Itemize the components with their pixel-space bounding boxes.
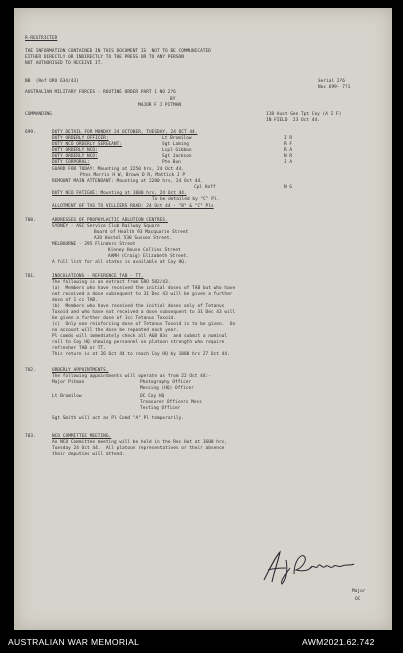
address-line: Board of Health 93 Macquarie Street <box>94 230 189 235</box>
paragraph-line: Toxoid and who have not received a dose subsequent to 31 Dec 43 will <box>52 310 236 315</box>
commander-name: MAJOR F J PITMAN <box>138 103 182 108</box>
paragraph-line: roll to Coy HQ showing personnel on platoon strength who require <box>52 340 225 345</box>
commanding-label: COMMANDING <box>25 112 52 117</box>
duty-initials: I R <box>284 136 293 141</box>
paragraph-line: not received a dose subsequent to 31 Dec 43 will be given a further <box>52 292 233 297</box>
warning-line-1: THE INFORMATION CONTAINED IN THIS DOCUMENT IS NOT TO BE COMMUNICATED <box>25 49 211 54</box>
appointee-name: Major Pitman <box>52 380 85 385</box>
section-heading-699: DUTY DETAIL FOR MONDAY 24 OCTOBER, TUESDAY, 24 OCT 44. <box>52 130 198 135</box>
signatory-role: OC <box>355 597 361 602</box>
duty-role: DUTY ORDERLY NCO: <box>52 148 98 153</box>
classification-label: R-RESTRICTED <box>25 36 58 41</box>
paragraph-line: Tuesday 24 Oct 44. All platoon representatives or their absence <box>52 446 225 451</box>
paragraph-line: Pl comds will immediately check all A&B 83s and submit a nominal <box>52 334 228 339</box>
duty-initials: R A <box>284 148 293 153</box>
fatigue-line: DUTY NCO FATIGUE: Mounting at 1000 hrs, 24 Oct 44. <box>52 191 187 196</box>
duty-role: DUTY NCO ORDERLY SERGEANT: <box>52 142 123 147</box>
order-title: AUSTRALIAN MILITARY FORCES - ROUTINE ORDER PART 1 NO 2?6 <box>25 90 176 95</box>
duty-initials: R F <box>284 142 293 147</box>
acting-note: Sgt Smith will act as Pl Comd "A" Pl temporarily. <box>52 416 184 421</box>
archive-credit: AUSTRALIAN WAR MEMORIAL <box>8 637 140 647</box>
duty-name: Pte Bun <box>162 160 181 165</box>
appointment-role: Messing (HQ) Officer <box>140 386 194 391</box>
paragraph-line: no account will the dose be repeated each year. <box>52 328 179 333</box>
signatory-rank: Major <box>352 589 366 594</box>
address-line: AJO Hostel 530 Sussex Street. <box>94 236 173 241</box>
reference-number: NB (Ref ORO 634/43) <box>25 79 79 84</box>
duty-role: DUTY ORDERLY NCO: <box>52 154 98 159</box>
paragraph-line: be given a further dose of 1cc Tetanus Toxoid. <box>52 316 176 321</box>
archive-reference: AWM2021.62.742 <box>302 637 375 647</box>
paragraph-line: dose of 1 cc TAB. <box>52 298 98 303</box>
remount-initials: N G <box>284 185 293 190</box>
address-line: Kinney House Collins Street <box>108 248 181 253</box>
paragraph-line: refresher TAB or TT. <box>52 346 106 351</box>
section-number-701: 701. <box>25 274 36 279</box>
duty-role: DUTY CORPORAL: <box>52 160 90 165</box>
appointment-role: OC Coy HQ <box>140 394 165 399</box>
allotment-line: ALLOTMENT OF TAS TO VILLIERS ROAD: 24 Oct 44 - "B" & "C" Pls <box>52 204 214 209</box>
appointee-name: Lt Bromilow <box>52 394 82 399</box>
warning-line-3: NOT AUTHORISED TO RECEIVE IT. <box>25 61 104 66</box>
paragraph-line: (a) Members who have received the initial doses of TAB but who have <box>52 286 236 291</box>
duty-initials: N R <box>284 154 293 159</box>
appointments-intro: The following appointments will operate as from 22 Oct 44:- <box>52 374 211 379</box>
section-heading-700: ADDRESSES OF PROPHYLACTIC ABLUTION CENTRES. <box>52 218 168 223</box>
duty-initials: J A <box>284 160 293 165</box>
paragraph-line: This return is at 26 Oct 44 to reach Coy HQ by 1000 hrs 27 Oct 44. <box>52 352 230 357</box>
address-line: AAMH (Craig) Elizabeth Street. <box>108 254 189 259</box>
handwritten-signature <box>260 546 358 586</box>
appointment-role: Testing Officer <box>140 406 181 411</box>
unit-name: 118 Aust Gen Tpt Coy (A I F) <box>266 112 342 117</box>
duty-name: Sgt Jackson <box>162 154 192 159</box>
document-page <box>14 8 392 630</box>
guard-line: GUARD FOR TODAY: Mounting at 2250 hrs, 24 Oct 44. <box>52 167 184 172</box>
duty-name: Lcpl Gibbon <box>162 148 192 153</box>
guard-names: Ptes Morris H W, Brown D R, Mattick J P <box>80 173 186 178</box>
remount-line: REMOUNT MAIN ATTENDANT: Mounting at 2200 hrs, 24 Oct 44. <box>52 179 203 184</box>
section-number-703: 703. <box>25 434 36 439</box>
paragraph-line: The following is an extract from GRO 582/43. <box>52 280 171 285</box>
section-number-699: 699. <box>25 130 36 135</box>
warning-line-2: EITHER DIRECTLY OR INDIRECTLY TO THE PRESS OR TO ANY PERSON <box>25 55 184 60</box>
appointment-role: Photography Officer <box>140 380 192 385</box>
duty-name: Lt Bromilow <box>162 136 192 141</box>
remount-name: Cpl Hoff <box>194 185 216 190</box>
address-line: SYDNEY - ASC Service Club Railway Square <box>52 224 160 229</box>
section-number-700: 700. <box>25 218 36 223</box>
issue-date: IN FIELD 23 Oct 44. <box>266 118 320 123</box>
section-heading-702: ORDERLY APPOINTMENTS. <box>52 368 109 373</box>
paragraph-line: (b) Members who have received the initial doses only of Tetanus <box>52 304 225 309</box>
paragraph-line: their deputies will attend. <box>52 452 125 457</box>
section-heading-701: INOCULATIONS - REFERENCE TAB - TT. <box>52 274 144 279</box>
order-numbers: Nos 699- 7?1 <box>318 85 351 90</box>
serial-number: Serial 2?6 <box>318 79 345 84</box>
duty-name: Sgt Laming <box>162 142 189 147</box>
address-line: MELBOURNE - 295 Flinders Street <box>52 242 136 247</box>
appointment-role: Treasurer Officers Mess <box>140 400 202 405</box>
address-note: A full list for all states is available at Coy HQ. <box>52 260 187 265</box>
by-label: BY <box>170 97 176 102</box>
section-number-702: 702. <box>25 368 36 373</box>
paragraph-line: An NCO Committee meeting will be held in the Rec Hut at 1600 hrs, <box>52 440 228 445</box>
paragraph-line: (c) Only one reinforcing dose of Tetanus Toxoid is to be given. On <box>52 322 236 327</box>
duty-role: DUTY ORDERLY OFFICER: <box>52 136 109 141</box>
fatigue-detail: To be detailed by "C" Pl. <box>152 197 220 202</box>
section-heading-703: NCO COMMITTEE MEETING. <box>52 434 112 439</box>
